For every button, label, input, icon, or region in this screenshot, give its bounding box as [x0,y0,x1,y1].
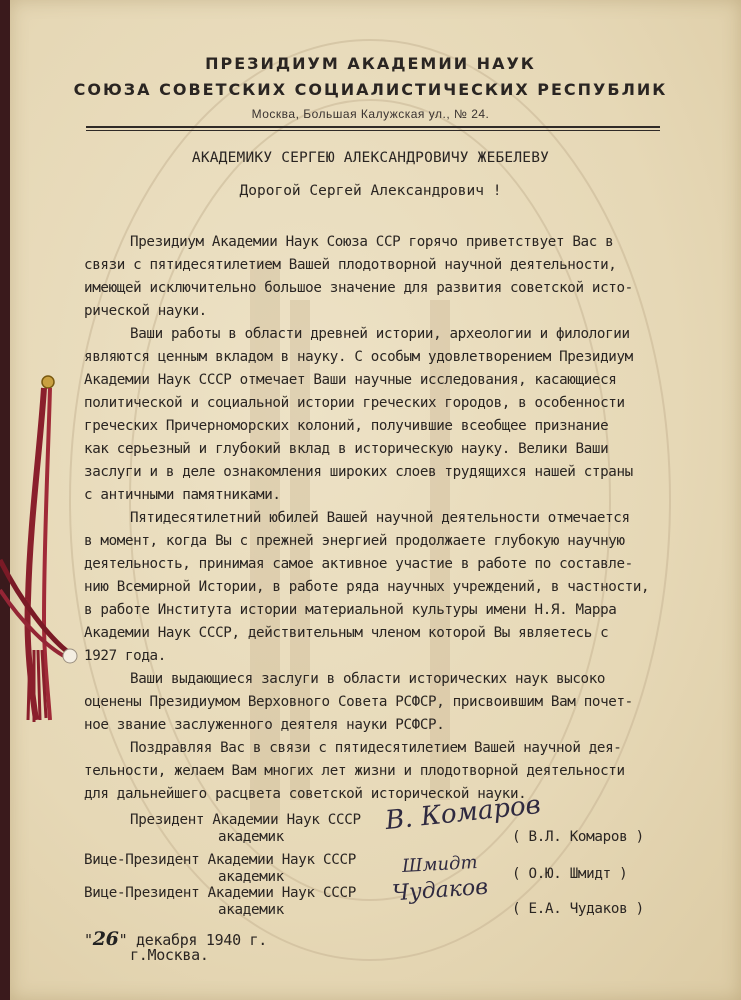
signer-title: Вице-Президент Академии Наук СССР [84,885,356,901]
date-line: "26" декабря 1940 г. [84,928,268,950]
body-line: Президиум Академии Наук Союза ССР горячо приветствует Вас в [130,234,614,250]
signer-name: ( Е.А. Чудаков ) [512,901,644,917]
body-line: связи с пятидесятилетием Вашей плодотворной научной деятельности, [84,257,617,273]
body-line: рической науки. [84,303,207,319]
header-address: Москва, Большая Калужская ул., № 24. [251,107,490,121]
body-line: Ваши работы в области древней истории, археологии и филологии [130,326,630,342]
header-rule-thin [86,130,660,131]
date-day-handwritten: 26 [92,928,119,950]
signer-rank: академик [218,869,284,885]
body-line: в момент, когда Вы с прежней энергией продолжаете глубокую научную [84,533,625,549]
binding-cord-icon [0,0,80,760]
body-line: с античными памятниками. [84,487,281,503]
body-line: тельности, желаем Вам многих лет жизни и плодотворной деятельности [84,763,625,779]
signer-name: ( О.Ю. Шмидт ) [512,866,628,882]
handwritten-signature-shmidt: Шмидт [401,852,479,877]
signer-title: Президент Академии Наук СССР [130,812,361,828]
date-place: г.Москва. [130,946,209,964]
body-line: деятельность, принимая самое активное участие в работе по составле- [84,556,633,572]
body-line: Академии Наук СССР отмечает Ваши научные исследования, касающиеся [84,372,617,388]
body-line: политической и социальной истории греческих городов, в особенности [84,395,625,411]
body-line: Пятидесятилетний юбилей Вашей научной деятельности отмечается [130,510,630,526]
body-line: Академии Наук СССР, действительным членом которой Вы являетесь с [84,625,609,641]
signer-name: ( В.Л. Комаров ) [512,829,644,845]
body-line: в работе Института истории материальной культуры имени Н.Я. Марра [84,602,617,618]
header-rule-thick [86,126,660,128]
handwritten-signature-komarov: В. Комаров [383,789,543,837]
body-line: нию Всемирной Истории, в работе ряда научных учреждений, в частности, [84,579,650,595]
body-line: греческих Причерноморских колоний, получившие всеобщее признание [84,418,609,434]
header-line-2: СОЮЗА СОВЕТСКИХ СОЦИАЛИСТИЧЕСКИХ РЕСПУБЛИК [73,80,668,99]
body-line: ное звание заслуженного деятеля науки РСФСР. [84,717,445,733]
body-line: оценены Президиумом Верховного Совета РСФСР, присвоившим Вам почет- [84,694,633,710]
body-line: как серьезный и глубокий вклад в историческую науку. Велики Ваши [84,441,609,457]
body-line: Поздравляя Вас в связи с пятидесятилетием Вашей научной дея- [130,740,622,756]
header-line-1: ПРЕЗИДИУМ АКАДЕМИИ НАУК [205,54,536,73]
signer-title: Вице-Президент Академии Наук СССР [84,852,356,868]
body-line: для дальнейшего расцвета советской исторической науки. [84,786,527,802]
handwritten-signature-chudakov: Чудаков [391,874,489,907]
signer-rank: академик [218,902,284,918]
body-line: имеющей исключительно большое значение для развития советской исто- [84,280,633,296]
body-line: являются ценным вкладом в науку. С особым удовлетворением Президиум [84,349,633,365]
body-line: заслуги и в деле ознакомления широких слоев трудящихся нашей страны [84,464,633,480]
body-line: 1927 года. [84,648,166,664]
salutation: Дорогой Сергей Александрович ! [239,183,502,199]
signer-rank: академик [218,829,284,845]
date-rest: " декабря 1940 г. [118,931,268,949]
addressee: АКАДЕМИКУ СЕРГЕЮ АЛЕКСАНДРОВИЧУ ЖЕБЕЛЕВУ [191,150,550,166]
body-line: Ваши выдающиеся заслуги в области исторических наук высоко [130,671,606,687]
